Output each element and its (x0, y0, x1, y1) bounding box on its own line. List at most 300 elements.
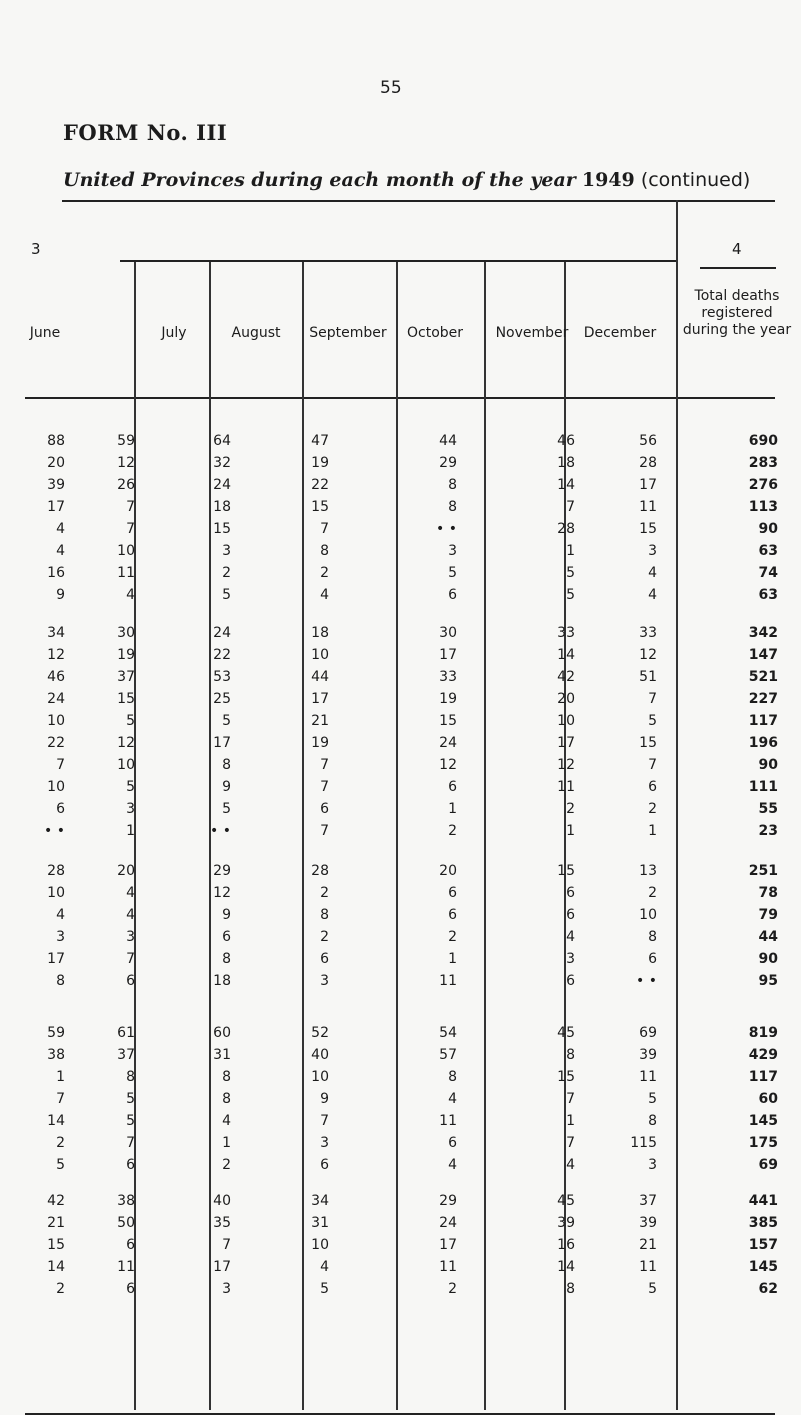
table-cell: 61 (117, 1025, 135, 1041)
table-cell: 115 (630, 1135, 657, 1151)
table-cell: 14 (557, 647, 575, 663)
table-cell: 37 (117, 669, 135, 685)
table-cell: 57 (439, 1047, 457, 1063)
table-cell: 45 (557, 1193, 575, 1209)
table-cell: 39 (557, 1215, 575, 1231)
table-cell: 8 (320, 543, 329, 559)
table-cell: 19 (311, 455, 329, 471)
table-cell: • • (636, 973, 657, 989)
table-cell: 1 (448, 951, 457, 967)
table-cell: 22 (311, 477, 329, 493)
table-cell: 8 (566, 1281, 575, 1297)
table-cell: • • (44, 823, 65, 839)
table-cell: 5 (126, 713, 135, 729)
top-rule (62, 200, 775, 202)
table-cell: 11 (639, 1069, 657, 1085)
table-cell: 6 (126, 1157, 135, 1173)
table-cell: 21 (47, 1215, 65, 1231)
table-cell: 8 (222, 1091, 231, 1107)
total-cell: 145 (748, 1113, 778, 1129)
total-cell: 90 (758, 757, 778, 773)
table-cell: 17 (47, 951, 65, 967)
total-cell: 90 (758, 521, 778, 537)
total-cell: 276 (748, 477, 778, 493)
table-cell: 52 (311, 1025, 329, 1041)
table-cell: 15 (311, 499, 329, 515)
table-cell: 5 (126, 1113, 135, 1129)
total-cell: 283 (748, 455, 778, 471)
total-cell: 69 (758, 1157, 778, 1173)
table-cell: 30 (439, 625, 457, 641)
table-cell: 5 (222, 587, 231, 603)
table-cell: 3 (448, 543, 457, 559)
table-cell: 1 (126, 823, 135, 839)
table-cell: 18 (557, 455, 575, 471)
table-cell: 1 (448, 801, 457, 817)
table-cell: 7 (320, 823, 329, 839)
table-cell: 46 (47, 669, 65, 685)
table-cell: 3 (320, 973, 329, 989)
table-cell: 8 (648, 929, 657, 945)
table-cell: 29 (439, 455, 457, 471)
table-cell: 8 (222, 951, 231, 967)
table-cell: 37 (639, 1193, 657, 1209)
table-cell: 2 (320, 885, 329, 901)
table-cell: 8 (222, 1069, 231, 1085)
table-cell: 13 (639, 863, 657, 879)
table-cell: 47 (311, 433, 329, 449)
table-cell: 12 (117, 735, 135, 751)
table-cell: • • (436, 521, 457, 537)
table-cell: 5 (566, 565, 575, 581)
table-cell: 4 (56, 521, 65, 537)
table-cell: 7 (320, 521, 329, 537)
table-cell: 8 (448, 1069, 457, 1085)
table-cell: 7 (566, 1091, 575, 1107)
table-cell: 14 (557, 477, 575, 493)
total-cell: 819 (748, 1025, 778, 1041)
table-cell: 8 (126, 1069, 135, 1085)
table-cell: 2 (648, 885, 657, 901)
total-cell: 147 (748, 647, 778, 663)
total-cell: 79 (758, 907, 778, 923)
table-cell: 8 (648, 1113, 657, 1129)
table-cell: 2 (648, 801, 657, 817)
table-cell: 17 (439, 1237, 457, 1253)
table-cell: 8 (448, 499, 457, 515)
table-cell: 40 (213, 1193, 231, 1209)
table-cell: 7 (648, 757, 657, 773)
table-cell: 12 (213, 885, 231, 901)
total-cell: 145 (748, 1259, 778, 1275)
table-cell: 14 (47, 1113, 65, 1129)
table-cell: 10 (47, 885, 65, 901)
table-cell: 7 (566, 1135, 575, 1151)
table-cell: 10 (47, 713, 65, 729)
table-cell: 5 (648, 713, 657, 729)
table-cell: 59 (117, 433, 135, 449)
table-cell: 7 (566, 499, 575, 515)
table-cell: 15 (213, 521, 231, 537)
column-header: August (231, 325, 281, 341)
table-cell: 11 (439, 973, 457, 989)
table-cell: 32 (213, 455, 231, 471)
table-cell: 6 (126, 1237, 135, 1253)
table-cell: 20 (557, 691, 575, 707)
table-cell: 10 (311, 1069, 329, 1085)
table-cell: 17 (439, 647, 457, 663)
table-cell: 6 (126, 1281, 135, 1297)
table-cell: 4 (320, 1259, 329, 1275)
table-cell: 51 (639, 669, 657, 685)
table-cell: 4 (648, 587, 657, 603)
table-cell: 1 (56, 1069, 65, 1085)
total-cell: 90 (758, 951, 778, 967)
header-bottom-rule (25, 397, 775, 399)
table-cell: 59 (47, 1025, 65, 1041)
table-cell: 2 (448, 1281, 457, 1297)
table-cell: 42 (557, 669, 575, 685)
table-cell: 6 (56, 801, 65, 817)
table-cell: 4 (448, 1157, 457, 1173)
table-cell: 3 (320, 1135, 329, 1151)
table-cell: 4 (126, 885, 135, 901)
table-cell: 33 (639, 625, 657, 641)
column-divider (676, 200, 678, 1410)
total-cell: 690 (748, 433, 778, 449)
column-number-months: 3 (31, 240, 41, 258)
total-cell: 117 (748, 1069, 778, 1085)
table-cell: 19 (311, 735, 329, 751)
table-cell: 7 (648, 691, 657, 707)
total-cell: 385 (748, 1215, 778, 1231)
total-cell: 429 (748, 1047, 778, 1063)
total-cell: 342 (748, 625, 778, 641)
table-cell: 19 (117, 647, 135, 663)
table-cell: 15 (557, 1069, 575, 1085)
table-cell: 1 (566, 543, 575, 559)
total-cell: 521 (748, 669, 778, 685)
table-cell: 6 (320, 801, 329, 817)
table-cell: 12 (439, 757, 457, 773)
table-cell: 16 (47, 565, 65, 581)
table-cell: 3 (648, 1157, 657, 1173)
table-cell: 19 (439, 691, 457, 707)
table-cell: 5 (56, 1157, 65, 1173)
total-cell: 117 (748, 713, 778, 729)
table-cell: 7 (56, 757, 65, 773)
table-cell: 12 (557, 757, 575, 773)
table-cell: 7 (126, 499, 135, 515)
column-header: November (495, 325, 569, 341)
total-cell: 441 (748, 1193, 778, 1209)
header-top-rule-total (700, 267, 776, 269)
table-cell: 21 (639, 1237, 657, 1253)
total-cell: 60 (758, 1091, 778, 1107)
total-cell: 157 (748, 1237, 778, 1253)
table-cell: 7 (320, 1113, 329, 1129)
table-cell: 15 (639, 521, 657, 537)
table-cell: 8 (320, 907, 329, 923)
table-cell: 5 (566, 587, 575, 603)
table-cell: 6 (648, 951, 657, 967)
table-cell: 40 (311, 1047, 329, 1063)
table-cell: 33 (439, 669, 457, 685)
table-cell: 5 (222, 713, 231, 729)
table-cell: 7 (56, 1091, 65, 1107)
table-subtitle (63, 169, 750, 191)
table-cell: 64 (213, 433, 231, 449)
table-cell: 24 (439, 735, 457, 751)
table-cell: 30 (117, 625, 135, 641)
table-cell: 31 (311, 1215, 329, 1231)
table-cell: 2 (448, 929, 457, 945)
table-cell: 29 (439, 1193, 457, 1209)
table-cell: 3 (566, 951, 575, 967)
table-cell: 4 (648, 565, 657, 581)
table-cell: 24 (213, 477, 231, 493)
table-cell: 3 (222, 543, 231, 559)
table-cell: 20 (439, 863, 457, 879)
table-cell: 34 (47, 625, 65, 641)
table-cell: 3 (126, 929, 135, 945)
column-header: October (406, 325, 464, 341)
table-cell: 29 (213, 863, 231, 879)
table-cell: 17 (213, 735, 231, 751)
table-cell: 10 (47, 779, 65, 795)
table-cell: 35 (213, 1215, 231, 1231)
table-cell: 33 (557, 625, 575, 641)
table-cell: 2 (566, 801, 575, 817)
table-cell: 1 (566, 1113, 575, 1129)
table-cell: 6 (222, 929, 231, 945)
table-cell: 50 (117, 1215, 135, 1231)
total-cell: 44 (758, 929, 778, 945)
table-cell: 6 (566, 973, 575, 989)
table-cell: 45 (557, 1025, 575, 1041)
table-cell: 2 (448, 823, 457, 839)
table-cell: 6 (448, 779, 457, 795)
table-cell: 42 (47, 1193, 65, 1209)
table-cell: 44 (439, 433, 457, 449)
table-cell: 9 (222, 907, 231, 923)
table-cell: 31 (213, 1047, 231, 1063)
table-cell: 6 (126, 973, 135, 989)
table-cell: 37 (117, 1047, 135, 1063)
table-cell: 2 (222, 565, 231, 581)
table-cell: • • (210, 823, 231, 839)
table-cell: 20 (117, 863, 135, 879)
table-cell: 60 (213, 1025, 231, 1041)
table-cell: 44 (311, 669, 329, 685)
table-cell: 5 (648, 1281, 657, 1297)
table-cell: 15 (557, 863, 575, 879)
table-cell: 3 (222, 1281, 231, 1297)
table-cell: 38 (117, 1193, 135, 1209)
table-cell: 6 (320, 1157, 329, 1173)
table-cell: 28 (311, 863, 329, 879)
table-cell: 10 (311, 647, 329, 663)
table-cell: 6 (566, 885, 575, 901)
table-cell: 15 (47, 1237, 65, 1253)
table-cell: 11 (117, 1259, 135, 1275)
subtitle-suffix: (continued) (640, 169, 751, 191)
table-cell: 4 (222, 1113, 231, 1129)
table-cell: 4 (56, 907, 65, 923)
table-cell: 5 (126, 1091, 135, 1107)
table-cell: 8 (448, 477, 457, 493)
table-cell: 17 (47, 499, 65, 515)
table-cell: 22 (213, 647, 231, 663)
table-cell: 21 (311, 713, 329, 729)
table-cell: 11 (639, 499, 657, 515)
table-cell: 7 (126, 521, 135, 537)
table-cell: 28 (557, 521, 575, 537)
total-cell: 227 (748, 691, 778, 707)
column-header: July (161, 325, 187, 341)
table-cell: 17 (213, 1259, 231, 1275)
table-cell: 39 (639, 1047, 657, 1063)
column-header: September (309, 325, 387, 341)
table-cell: 1 (222, 1135, 231, 1151)
column-header: Total deaths registered during the year (682, 288, 792, 338)
table-cell: 2 (222, 1157, 231, 1173)
table-cell: 39 (47, 477, 65, 493)
table-cell: 10 (117, 543, 135, 559)
table-cell: 10 (557, 713, 575, 729)
table-cell: 46 (557, 433, 575, 449)
table-cell: 6 (648, 779, 657, 795)
form-title: FORM No. III (63, 120, 228, 145)
table-cell: 14 (557, 1259, 575, 1275)
table-cell: 1 (648, 823, 657, 839)
table-cell: 5 (320, 1281, 329, 1297)
table-cell: 2 (56, 1281, 65, 1297)
table-cell: 25 (213, 691, 231, 707)
table-cell: 17 (311, 691, 329, 707)
table-cell: 7 (320, 779, 329, 795)
table-cell: 9 (222, 779, 231, 795)
table-cell: 14 (47, 1259, 65, 1275)
table-cell: 3 (126, 801, 135, 817)
table-cell: 34 (311, 1193, 329, 1209)
table-cell: 15 (439, 713, 457, 729)
table-cell: 11 (557, 779, 575, 795)
table-cell: 8 (566, 1047, 575, 1063)
table-cell: 6 (448, 587, 457, 603)
table-cell: 4 (448, 1091, 457, 1107)
column-header: December (583, 325, 657, 341)
table-cell: 2 (56, 1135, 65, 1151)
table-cell: 10 (311, 1237, 329, 1253)
total-cell: 55 (758, 801, 778, 817)
total-cell: 196 (748, 735, 778, 751)
table-cell: 1 (566, 823, 575, 839)
table-cell: 88 (47, 433, 65, 449)
total-cell: 63 (758, 543, 778, 559)
table-cell: 3 (56, 929, 65, 945)
total-cell: 175 (748, 1135, 778, 1151)
table-cell: 4 (126, 587, 135, 603)
table-cell: 12 (47, 647, 65, 663)
table-cell: 10 (639, 907, 657, 923)
table-cell: 3 (648, 543, 657, 559)
table-cell: 7 (126, 1135, 135, 1151)
table-cell: 24 (213, 625, 231, 641)
total-cell: 62 (758, 1281, 778, 1297)
total-cell: 78 (758, 885, 778, 901)
table-cell: 18 (213, 499, 231, 515)
table-cell: 24 (47, 691, 65, 707)
table-cell: 5 (126, 779, 135, 795)
table-cell: 7 (126, 951, 135, 967)
table-cell: 24 (439, 1215, 457, 1231)
page-number: 55 (380, 78, 402, 98)
subtitle-text: United Provinces during each month of the year (63, 169, 576, 191)
table-cell: 7 (222, 1237, 231, 1253)
header-top-rule-months (120, 260, 676, 262)
table-cell: 5 (222, 801, 231, 817)
column-header: June (29, 325, 61, 341)
table-cell: 16 (557, 1237, 575, 1253)
total-cell: 74 (758, 565, 778, 581)
table-cell: 20 (47, 455, 65, 471)
table-cell: 17 (639, 477, 657, 493)
table-cell: 6 (448, 885, 457, 901)
table-cell: 28 (47, 863, 65, 879)
table-cell: 6 (320, 951, 329, 967)
table-cell: 6 (566, 907, 575, 923)
table-cell: 22 (47, 735, 65, 751)
table-cell: 11 (117, 565, 135, 581)
table-cell: 18 (311, 625, 329, 641)
table-cell: 17 (557, 735, 575, 751)
table-cell: 9 (56, 587, 65, 603)
table-cell: 26 (117, 477, 135, 493)
table-cell: 5 (648, 1091, 657, 1107)
table-cell: 38 (47, 1047, 65, 1063)
table-cell: 11 (439, 1113, 457, 1129)
table-cell: 12 (117, 455, 135, 471)
table-cell: 6 (448, 1135, 457, 1151)
table-cell: 15 (639, 735, 657, 751)
table-cell: 4 (566, 1157, 575, 1173)
table-cell: 10 (117, 757, 135, 773)
total-cell: 251 (748, 863, 778, 879)
table-cell: 4 (320, 587, 329, 603)
table-cell: 8 (222, 757, 231, 773)
table-cell: 4 (56, 543, 65, 559)
subtitle-year: 1949 (581, 169, 635, 191)
total-cell: 95 (758, 973, 778, 989)
table-cell: 5 (448, 565, 457, 581)
total-cell: 111 (748, 779, 778, 795)
column-divider (484, 262, 486, 1410)
column-number-total: 4 (732, 240, 742, 258)
table-cell: 2 (320, 565, 329, 581)
total-cell: 63 (758, 587, 778, 603)
table-cell: 53 (213, 669, 231, 685)
table-cell: 2 (320, 929, 329, 945)
table-cell: 4 (566, 929, 575, 945)
table-cell: 12 (639, 647, 657, 663)
table-cell: 28 (639, 455, 657, 471)
table-cell: 56 (639, 433, 657, 449)
total-cell: 113 (748, 499, 778, 515)
table-cell: 39 (639, 1215, 657, 1231)
table-cell: 11 (439, 1259, 457, 1275)
table-cell: 6 (448, 907, 457, 923)
